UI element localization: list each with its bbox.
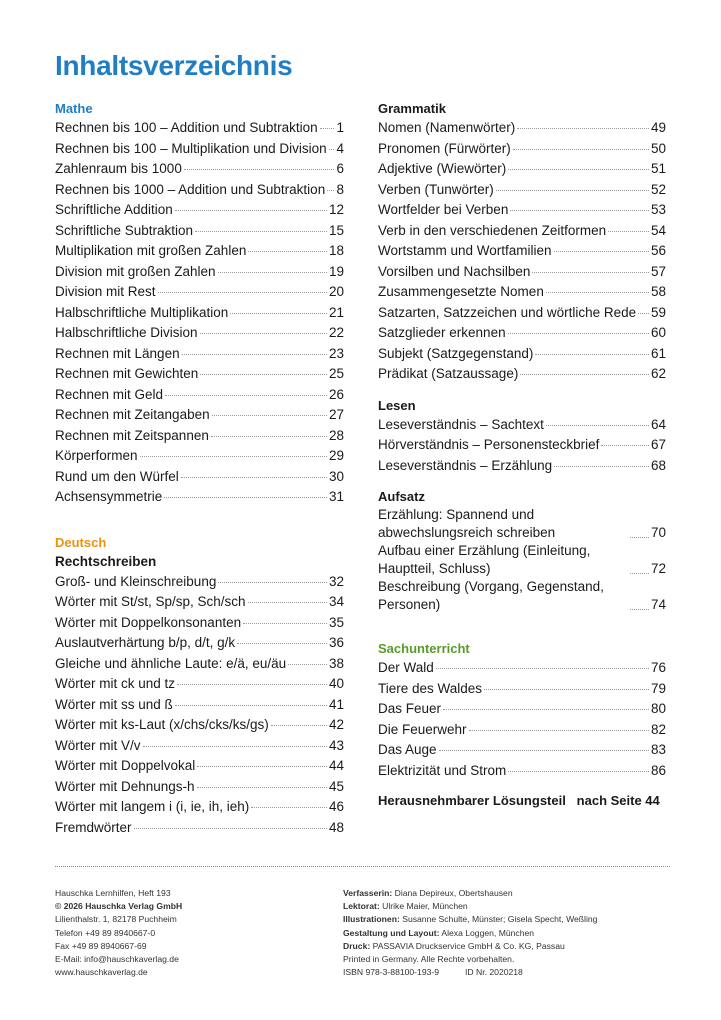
toc-entry-title: Rechnen bis 100 – Addition und Subtraktion xyxy=(55,120,318,135)
dot-leader xyxy=(439,750,649,751)
dot-leader xyxy=(218,582,327,583)
toc-entry-title: Wörter mit V/v xyxy=(55,737,141,753)
toc-entry[interactable] xyxy=(378,139,666,160)
dot-leader xyxy=(175,210,327,211)
toc-entry-title: Rechnen mit Zeitspannen xyxy=(55,427,209,443)
toc-list-grammatik xyxy=(378,118,666,385)
toc-entry[interactable] xyxy=(55,282,344,303)
toc-entry[interactable] xyxy=(378,740,666,761)
toc-entry-title: Pronomen (Fürwörter) xyxy=(378,140,511,156)
dot-leader xyxy=(327,190,334,191)
toc-entry-page: 28 xyxy=(328,427,344,443)
toc-entry-page: 79 xyxy=(650,680,666,696)
toc-entry-title: Wörter mit Doppelvokal xyxy=(55,758,196,773)
toc-entry-page: 67 xyxy=(650,437,666,452)
dot-leader xyxy=(164,497,327,498)
toc-entry-title: Hörverständnis – Personensteckbrief xyxy=(378,437,600,452)
toc-entry-title: Groß- und Kleinschreibung xyxy=(55,573,217,589)
dot-leader xyxy=(248,251,327,252)
toc-entry-title: Zusammengesetzte Nomen xyxy=(378,284,544,299)
toc-entry[interactable] xyxy=(55,674,344,695)
sub-label-rechtschreiben: Rechtschreiben xyxy=(55,553,157,569)
toc-entry-title: Zahlenraum bis 1000 xyxy=(55,161,182,176)
toc-entry[interactable] xyxy=(378,282,666,303)
toc-entry-page: 19 xyxy=(328,263,344,279)
toc-entry[interactable] xyxy=(55,818,344,839)
toc-entry-title: Halbschriftliche Division xyxy=(55,325,198,340)
toc-entry-page: 45 xyxy=(328,778,344,794)
dot-leader xyxy=(143,746,327,747)
dot-leader xyxy=(638,313,649,314)
toc-entry-title: Körperformen xyxy=(55,448,138,463)
dot-leader xyxy=(200,333,327,334)
toc-entry-title: Die Feuerwehr xyxy=(378,721,467,737)
toc-entry[interactable] xyxy=(55,633,344,654)
toc-entry[interactable] xyxy=(55,572,344,593)
toc-entry[interactable] xyxy=(55,241,344,262)
toc-entry-title: Adjektive (Wiewörter) xyxy=(378,161,507,176)
toc-entry[interactable] xyxy=(55,221,344,242)
isbn-line xyxy=(343,966,673,979)
dot-leader xyxy=(230,313,327,314)
dot-leader xyxy=(134,828,327,829)
dot-leader xyxy=(508,333,649,334)
dot-leader xyxy=(513,149,649,150)
imprint-email[interactable]: E-Mail: info@hauschkaverlag.de xyxy=(55,954,179,965)
toc-entry[interactable] xyxy=(378,180,666,201)
toc-entry[interactable] xyxy=(378,344,666,365)
toc-entry-title: Auslautverhärtung b/p, d/t, g/k xyxy=(55,635,236,650)
toc-entry[interactable] xyxy=(55,487,344,508)
toc-entry-page: 27 xyxy=(328,407,344,422)
toc-list-sachunterricht xyxy=(378,658,666,781)
toc-entry-page: 25 xyxy=(328,366,344,381)
footer-divider xyxy=(55,866,670,867)
dot-leader xyxy=(517,128,649,129)
toc-entry[interactable] xyxy=(378,262,666,283)
toc-entry[interactable] xyxy=(378,720,666,741)
dot-leader xyxy=(608,231,649,232)
toc-entry-page: 58 xyxy=(650,284,666,299)
toc-entry-title: Das Auge xyxy=(378,742,437,757)
toc-entry[interactable] xyxy=(55,613,344,634)
toc-entry-page: 12 xyxy=(328,202,344,217)
toc-entry-page: 49 xyxy=(650,120,666,135)
dot-leader xyxy=(554,466,649,467)
toc-entry-page: 76 xyxy=(650,660,666,675)
toc-entry-page: 60 xyxy=(650,325,666,340)
imprint-publisher xyxy=(55,887,315,979)
toc-entry-title: Leseverständnis – Sachtext xyxy=(378,416,544,432)
toc-entry-title: Division mit großen Zahlen xyxy=(55,263,216,279)
toc-entry-title: Wörter mit ck und tz xyxy=(55,676,176,691)
credit-editor xyxy=(343,900,673,913)
toc-entry-page: 82 xyxy=(650,721,666,737)
credit-label: Gestaltung und Layout: xyxy=(343,927,440,938)
dot-leader xyxy=(184,169,335,170)
toc-entry[interactable] xyxy=(378,118,666,139)
dot-leader xyxy=(469,730,649,731)
toc-entry-title: Schriftliche Subtraktion xyxy=(55,222,194,238)
toc-entry-page: 50 xyxy=(650,140,666,156)
toc-list-lesen xyxy=(378,415,666,477)
toc-entry-page: 6 xyxy=(336,161,344,176)
toc-entry[interactable] xyxy=(378,679,666,700)
toc-entry-page: 68 xyxy=(650,457,666,473)
toc-entry-page: 21 xyxy=(328,304,344,320)
toc-entry-title: Halbschriftliche Multiplikation xyxy=(55,304,229,320)
dot-leader xyxy=(508,169,649,170)
toc-entry[interactable] xyxy=(378,159,666,180)
dot-leader xyxy=(546,425,649,426)
toc-entry-title: Der Wald xyxy=(378,660,434,675)
toc-entry-page: 41 xyxy=(328,696,344,712)
toc-entry-title: Achsensymmetrie xyxy=(55,489,163,504)
dot-leader xyxy=(218,272,327,273)
dot-leader xyxy=(182,354,327,355)
toc-entry-page: 86 xyxy=(650,762,666,778)
toc-entry-page: 53 xyxy=(650,202,666,217)
toc-entry-page: 34 xyxy=(328,594,344,609)
loesungsteil-note: Herausnehmbarer Lösungsteil nach Seite 44 xyxy=(378,793,660,808)
toc-entry[interactable] xyxy=(55,715,344,736)
toc-entry[interactable] xyxy=(378,542,666,578)
imprint-series: Hauschka Lernhilfen, Heft 193 xyxy=(55,888,171,898)
toc-entry[interactable] xyxy=(378,435,666,456)
dot-leader xyxy=(177,684,327,685)
toc-entry-page: 46 xyxy=(328,799,344,814)
dot-leader xyxy=(195,231,327,232)
toc-entry-title: Nomen (Namenwörter) xyxy=(378,120,516,135)
toc-entry[interactable] xyxy=(378,658,666,679)
imprint-website[interactable]: www.hauschkaverlag.de xyxy=(55,967,148,978)
dot-leader xyxy=(546,292,649,293)
toc-entry-page: 20 xyxy=(328,284,344,299)
toc-entry-page: 1 xyxy=(336,120,344,135)
toc-entry-title: Satzglieder erkennen xyxy=(378,325,506,340)
toc-entry-title: Wörter mit St/st, Sp/sp, Sch/sch xyxy=(55,594,246,609)
credit-label: Lektorat: xyxy=(343,901,380,912)
dot-leader xyxy=(496,190,649,191)
page-title: Inhaltsverzeichnis xyxy=(55,50,293,81)
toc-entry-page: 74 xyxy=(650,597,666,612)
dot-leader xyxy=(211,436,327,437)
toc-entry-title: Verben (Tunwörter) xyxy=(378,181,494,197)
dot-leader xyxy=(165,395,327,396)
toc-entry-title: Wörter mit langem i (i, ie, ih, ieh) xyxy=(55,799,250,814)
toc-entry[interactable] xyxy=(55,385,344,406)
toc-entry-title: Aufbau einer Erzählung (Einleitung, Hauptteil, Schluss) xyxy=(378,543,591,576)
toc-entry-page: 26 xyxy=(328,386,344,402)
credit-author xyxy=(343,887,673,900)
toc-entry[interactable] xyxy=(55,467,344,488)
dot-leader xyxy=(212,415,327,416)
toc-entry-page: 70 xyxy=(650,525,666,540)
toc-entry-title: Rechnen bis 100 – Multiplikation und Division xyxy=(55,140,327,156)
credit-value: Susanne Schulte, Münster; Gisela Specht, Weßling xyxy=(402,914,598,925)
toc-entry-title: Rechnen mit Geld xyxy=(55,386,164,402)
toc-entry-title: Division mit Rest xyxy=(55,284,156,299)
toc-entry-page: 32 xyxy=(328,573,344,589)
toc-entry[interactable] xyxy=(55,446,344,467)
toc-entry-page: 35 xyxy=(328,614,344,630)
section-label-deutsch: Deutsch xyxy=(55,534,107,550)
toc-entry-page: 31 xyxy=(328,489,344,504)
toc-entry-page: 44 xyxy=(328,758,344,773)
dot-leader xyxy=(175,705,327,706)
toc-entry-page: 51 xyxy=(650,161,666,176)
dot-leader xyxy=(248,602,327,603)
toc-entry-page: 80 xyxy=(650,701,666,716)
dot-leader xyxy=(237,643,327,644)
toc-left-column xyxy=(55,100,344,838)
toc-entry-page: 42 xyxy=(328,717,344,732)
toc-entry[interactable] xyxy=(378,241,666,262)
dot-leader xyxy=(320,128,335,129)
toc-entry-title: Wörter mit Dehnungs-h xyxy=(55,778,195,794)
dot-leader xyxy=(510,210,649,211)
toc-entry-title: Vorsilben und Nachsilben xyxy=(378,263,531,279)
dot-leader xyxy=(630,573,649,574)
imprint-copyright: © 2026 Hauschka Verlag GmbH xyxy=(55,901,183,912)
dot-leader xyxy=(271,725,327,726)
credit-label: Verfasserin: xyxy=(343,888,393,898)
toc-entry-title: Multiplikation mit großen Zahlen xyxy=(55,243,247,258)
isbn: ISBN 978-3-88100-193-9 xyxy=(343,967,440,978)
dot-leader xyxy=(197,766,327,767)
dot-leader xyxy=(329,149,335,150)
credit-value: Diana Depireux, Obertshausen xyxy=(394,888,513,898)
credit-layout xyxy=(343,927,673,940)
toc-list-aufsatz xyxy=(378,506,666,614)
toc-entry-page: 30 xyxy=(328,468,344,484)
toc-entry[interactable] xyxy=(378,303,666,324)
dot-leader xyxy=(243,623,327,624)
toc-entry[interactable] xyxy=(378,364,666,385)
section-label-grammatik: Grammatik xyxy=(378,101,446,116)
toc-entry-title: Fremdwörter xyxy=(55,819,132,835)
toc-entry-title: Rechnen mit Gewichten xyxy=(55,366,199,381)
toc-entry[interactable] xyxy=(55,756,344,777)
toc-entry-title: Erzählung: Spannend und abwechslungsreich schreiben xyxy=(378,507,556,540)
toc-entry[interactable] xyxy=(55,262,344,283)
toc-entry[interactable] xyxy=(55,426,344,447)
dot-leader xyxy=(532,272,649,273)
toc-entry[interactable] xyxy=(55,118,344,139)
dot-leader xyxy=(630,609,649,610)
dot-leader xyxy=(630,537,649,538)
toc-entry-title: Rund um den Würfel xyxy=(55,468,179,484)
toc-entry[interactable] xyxy=(378,415,666,436)
toc-entry-title: Satzarten, Satzzeichen und wörtliche Rede xyxy=(378,304,637,320)
toc-entry-page: 8 xyxy=(336,181,344,197)
toc-entry-title: Wortstamm und Wortfamilien xyxy=(378,243,552,258)
toc-entry[interactable] xyxy=(55,303,344,324)
toc-entry[interactable] xyxy=(378,323,666,344)
toc-entry-title: Wörter mit ks-Laut (x/chs/cks/ks/gs) xyxy=(55,717,269,732)
dot-leader xyxy=(251,807,327,808)
toc-entry-page: 43 xyxy=(328,737,344,753)
toc-entry-page: 56 xyxy=(650,243,666,258)
toc-entry-page: 18 xyxy=(328,243,344,258)
toc-entry-page: 72 xyxy=(650,561,666,576)
toc-entry-title: Tiere des Waldes xyxy=(378,680,483,696)
toc-entry-page: 4 xyxy=(336,140,344,156)
toc-entry-page: 15 xyxy=(328,222,344,238)
toc-entry[interactable] xyxy=(55,159,344,180)
credit-value: Alexa Loggen, München xyxy=(441,927,535,938)
toc-entry[interactable] xyxy=(55,695,344,716)
toc-entry-title: Das Feuer xyxy=(378,701,442,716)
section-label-mathe: Mathe xyxy=(55,101,93,116)
toc-entry[interactable] xyxy=(55,200,344,221)
toc-entry-page: 54 xyxy=(650,222,666,238)
toc-entry-title: Wortfelder bei Verben xyxy=(378,202,509,217)
toc-entry-title: Rechnen mit Längen xyxy=(55,345,180,361)
section-label-lesen: Lesen xyxy=(378,397,416,413)
dot-leader xyxy=(508,771,649,772)
toc-entry-title: Wörter mit Doppelkonsonanten xyxy=(55,614,242,630)
toc-entry-page: 59 xyxy=(650,304,666,320)
dot-leader xyxy=(288,664,327,665)
toc-entry-page: 23 xyxy=(328,345,344,361)
dot-leader xyxy=(535,354,649,355)
credit-label: Illustrationen: xyxy=(343,914,400,925)
toc-entry-page: 62 xyxy=(650,366,666,381)
toc-entry-page: 64 xyxy=(650,416,666,432)
section-label-aufsatz: Aufsatz xyxy=(378,489,425,504)
toc-entry-title: Elektrizität und Strom xyxy=(378,762,507,778)
toc-entry-page: 52 xyxy=(650,181,666,197)
dot-leader xyxy=(158,292,327,293)
imprint-phone: Telefon +49 89 8940667-0 xyxy=(55,927,156,938)
toc-list-mathe xyxy=(55,118,344,508)
credit-illustrations xyxy=(343,913,673,926)
toc-entry[interactable] xyxy=(55,139,344,160)
toc-entry[interactable] xyxy=(378,578,666,614)
section-label-sachunterricht: Sachunterricht xyxy=(378,641,470,656)
toc-entry[interactable] xyxy=(378,456,666,477)
dot-leader xyxy=(554,251,649,252)
imprint-credits xyxy=(343,887,673,979)
dot-leader xyxy=(520,374,649,375)
toc-entry-page: 61 xyxy=(650,345,666,361)
toc-entry-page: 36 xyxy=(328,635,344,650)
credit-value: Ulrike Maier, München xyxy=(382,901,468,912)
toc-entry-page: 40 xyxy=(328,676,344,691)
dot-leader xyxy=(197,787,327,788)
toc-right-column xyxy=(378,100,666,808)
toc-entry-title: Beschreibung (Vorgang, Gegenstand, Personen) xyxy=(378,579,604,612)
toc-entry[interactable] xyxy=(55,777,344,798)
toc-entry[interactable] xyxy=(55,323,344,344)
printed-note: Printed in Germany. Alle Rechte vorbehalten. xyxy=(343,954,515,965)
toc-entry-title: Rechnen mit Zeitangaben xyxy=(55,407,210,422)
toc-entry[interactable] xyxy=(378,221,666,242)
toc-entry[interactable] xyxy=(378,200,666,221)
dot-leader xyxy=(443,709,649,710)
toc-entry[interactable] xyxy=(55,405,344,426)
toc-entry-page: 38 xyxy=(328,655,344,671)
imprint-address: Lilienthalstr. 1, 82178 Puchheim xyxy=(55,914,177,925)
credit-label: Druck: xyxy=(343,940,371,951)
dot-leader xyxy=(436,668,649,669)
toc-entry-page: 57 xyxy=(650,263,666,279)
credit-print xyxy=(343,940,673,953)
toc-entry[interactable] xyxy=(55,592,344,613)
toc-entry-title: Subjekt (Satzgegenstand) xyxy=(378,345,534,361)
toc-entry[interactable] xyxy=(55,344,344,365)
toc-entry[interactable] xyxy=(55,180,344,201)
toc-entry-page: 22 xyxy=(328,325,344,340)
toc-entry-title: Gleiche und ähnliche Laute: e/ä, eu/äu xyxy=(55,655,287,671)
toc-entry-title: Rechnen bis 1000 – Addition und Subtraktion xyxy=(55,181,326,197)
toc-entry-page: 29 xyxy=(328,448,344,463)
toc-entry-title: Verb in den verschiedenen Zeitformen xyxy=(378,222,607,238)
dot-leader xyxy=(140,456,327,457)
dot-leader xyxy=(200,374,327,375)
id-number: ID Nr. 2020218 xyxy=(465,967,523,978)
toc-entry-page: 83 xyxy=(650,742,666,757)
toc-entry[interactable] xyxy=(55,654,344,675)
toc-list-rechtschreiben xyxy=(55,572,344,839)
toc-entry[interactable] xyxy=(55,797,344,818)
toc-entry-title: Schriftliche Addition xyxy=(55,202,173,217)
toc-entry[interactable] xyxy=(378,699,666,720)
toc-entry-title: Prädikat (Satzaussage) xyxy=(378,366,519,381)
toc-entry-title: Wörter mit ss und ß xyxy=(55,696,173,712)
toc-entry-page: 48 xyxy=(328,819,344,835)
toc-entry[interactable] xyxy=(55,736,344,757)
toc-entry[interactable] xyxy=(55,364,344,385)
dot-leader xyxy=(181,477,327,478)
toc-entry[interactable] xyxy=(378,761,666,782)
imprint-fax: Fax +49 89 8940667-69 xyxy=(55,940,147,951)
dot-leader xyxy=(484,689,649,690)
dot-leader xyxy=(601,445,649,446)
toc-entry-title: Leseverständnis – Erzählung xyxy=(378,457,553,473)
toc-entry[interactable] xyxy=(378,506,666,542)
credit-value: PASSAVIA Druckservice GmbH & Co. KG, Passau xyxy=(372,940,565,951)
